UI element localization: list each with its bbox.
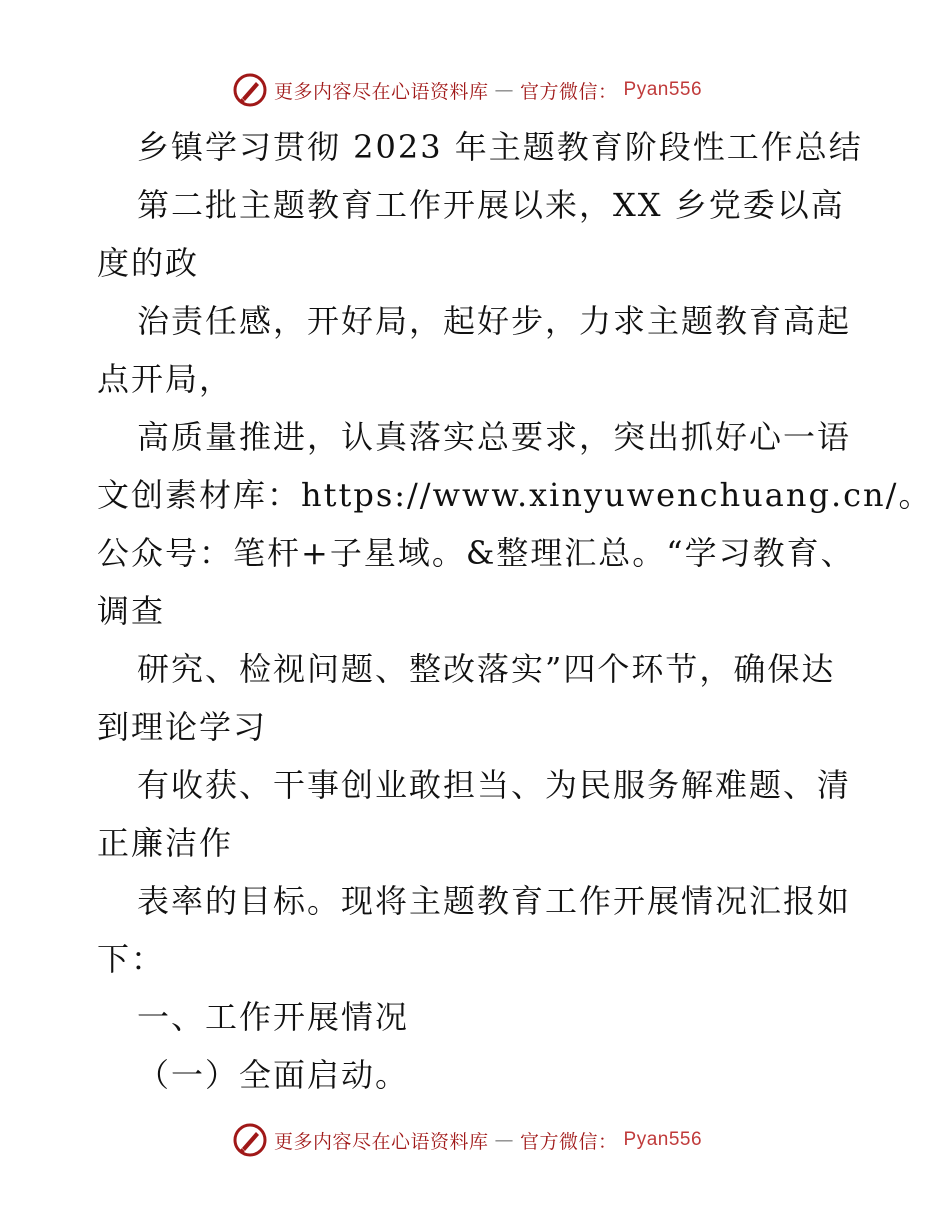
watermark-banner-bottom bbox=[232, 1120, 712, 1160]
text-line: 到理论学习 bbox=[97, 708, 268, 746]
text-line: 治责任感，开好局，起好步，力求主题教育高起 bbox=[137, 302, 852, 340]
text-line: 调查 bbox=[97, 592, 166, 630]
text-line: 研究、检视问题、整改落实”四个环节，确保达 bbox=[137, 650, 836, 688]
watermark-handle: Pyan556 bbox=[623, 79, 703, 100]
text-line: 度的政 bbox=[97, 244, 200, 282]
subsection-heading: （一）全面启动。 bbox=[137, 1056, 410, 1094]
text-line: 文创素材库：https://www.xinyuwenchuang.cn/。 bbox=[97, 476, 933, 514]
text-line: 高质量推进，认真落实总要求，突出抓好心一语 bbox=[137, 418, 852, 456]
watermark-separator: — bbox=[494, 79, 515, 101]
watermark-separator: — bbox=[494, 1129, 515, 1151]
watermark-text: 更多内容尽在心语资料库 bbox=[274, 1130, 489, 1153]
text-line: 公众号：笔杆+子星域。&整理汇总。“学习教育、 bbox=[97, 534, 855, 572]
document-body bbox=[97, 118, 933, 1104]
text-line: 下： bbox=[97, 940, 166, 978]
pen-logo-icon bbox=[232, 72, 268, 108]
text-line: 点开局， bbox=[97, 360, 234, 398]
watermark-banner-top bbox=[232, 70, 712, 110]
text-line: 正廉洁作 bbox=[97, 824, 234, 862]
document-title: 乡镇学习贯彻 2023 年主题教育阶段性工作总结 bbox=[137, 128, 863, 166]
text-line: 表率的目标。现将主题教育工作开展情况汇报如 bbox=[137, 882, 852, 920]
watermark-handle: Pyan556 bbox=[623, 1129, 703, 1150]
text-line: 有收获、干事创业敢担当、为民服务解难题、清 bbox=[137, 766, 852, 804]
text-line: 第二批主题教育工作开展以来，XX 乡党委以高 bbox=[137, 186, 845, 224]
watermark-label: 官方微信： bbox=[520, 1130, 618, 1153]
pen-logo-icon bbox=[232, 1122, 268, 1158]
watermark-text: 更多内容尽在心语资料库 bbox=[274, 80, 489, 103]
watermark-label: 官方微信： bbox=[520, 80, 618, 103]
section-heading: 一、工作开展情况 bbox=[137, 998, 410, 1036]
